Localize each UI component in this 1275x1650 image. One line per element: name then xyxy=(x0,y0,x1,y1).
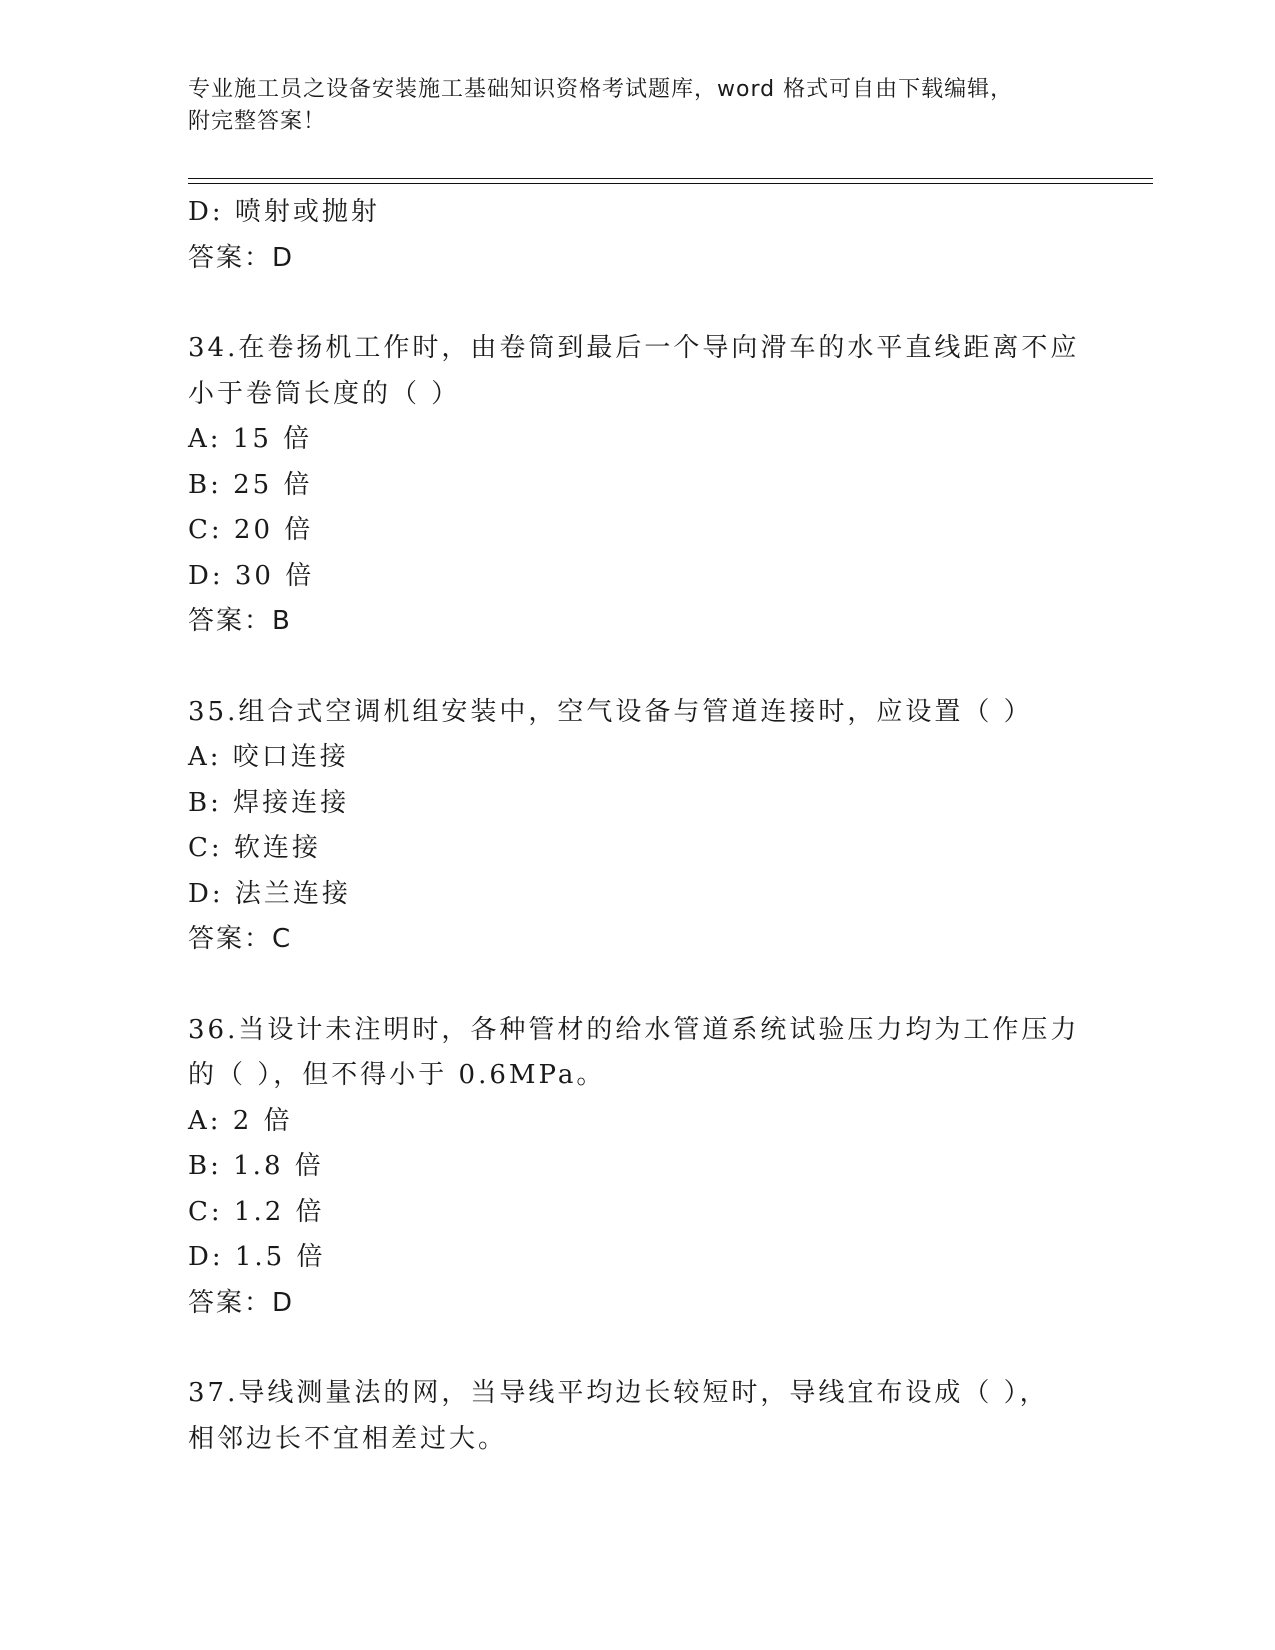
question-36 xyxy=(188,1008,1088,1327)
option-d: D: 1.5 倍 xyxy=(188,1242,326,1272)
answer-line: 答案：C xyxy=(188,924,293,954)
option-c: C: 1.2 倍 xyxy=(188,1196,325,1227)
option-a: A: 15 倍 xyxy=(188,424,313,454)
document-body xyxy=(188,190,1088,1462)
question-34 xyxy=(188,326,1088,645)
answer-line: 答案：D xyxy=(188,1287,295,1318)
question-text-line: 37.导线测量法的网，当导线平均边长较短时，导线宜布设成（ ）， xyxy=(188,1378,1049,1408)
question-text-line: 相邻边长不宜相差过大。 xyxy=(188,1423,508,1454)
option-d: D: 法兰连接 xyxy=(188,878,351,909)
answer-line: 答案：B xyxy=(188,606,292,636)
answer-line: 答案：D xyxy=(188,242,295,273)
option-c: C: 软连接 xyxy=(188,833,321,863)
question-text-line: 的（ ），但不得小于 0.6MPa。 xyxy=(188,1060,606,1090)
question-37 xyxy=(188,1371,1088,1462)
header-line-1: 专业施工员之设备安装施工基础知识资格考试题库，word 格式可自由下载编辑， xyxy=(188,77,1014,102)
question-text-line: 35.组合式空调机组安装中，空气设备与管道连接时，应设置（ ） xyxy=(188,696,1033,727)
option-d: D: 喷射或抛射 xyxy=(188,197,380,227)
option-a: A: 2 倍 xyxy=(188,1105,293,1136)
previous-question-tail xyxy=(188,190,1088,281)
page-header xyxy=(188,74,1078,138)
question-text-line: 34.在卷扬机工作时，由卷筒到最后一个导向滑车的水平直线距离不应 xyxy=(188,333,1080,363)
header-divider-top xyxy=(188,178,1153,179)
option-c: C: 20 倍 xyxy=(188,515,314,545)
question-35 xyxy=(188,690,1088,963)
option-b: B: 25 倍 xyxy=(188,469,313,500)
header-line-2: 附完整答案！ xyxy=(188,109,327,134)
question-text-line: 小于卷筒长度的（ ） xyxy=(188,378,461,409)
header-divider-bottom xyxy=(188,183,1153,184)
question-text-line: 36.当设计未注明时，各种管材的给水管道系统试验压力均为工作压力 xyxy=(188,1014,1080,1045)
option-b: B: 1.8 倍 xyxy=(188,1151,324,1181)
option-a: A: 咬口连接 xyxy=(188,742,349,772)
option-d: D: 30 倍 xyxy=(188,560,315,591)
option-b: B: 焊接连接 xyxy=(188,787,350,818)
